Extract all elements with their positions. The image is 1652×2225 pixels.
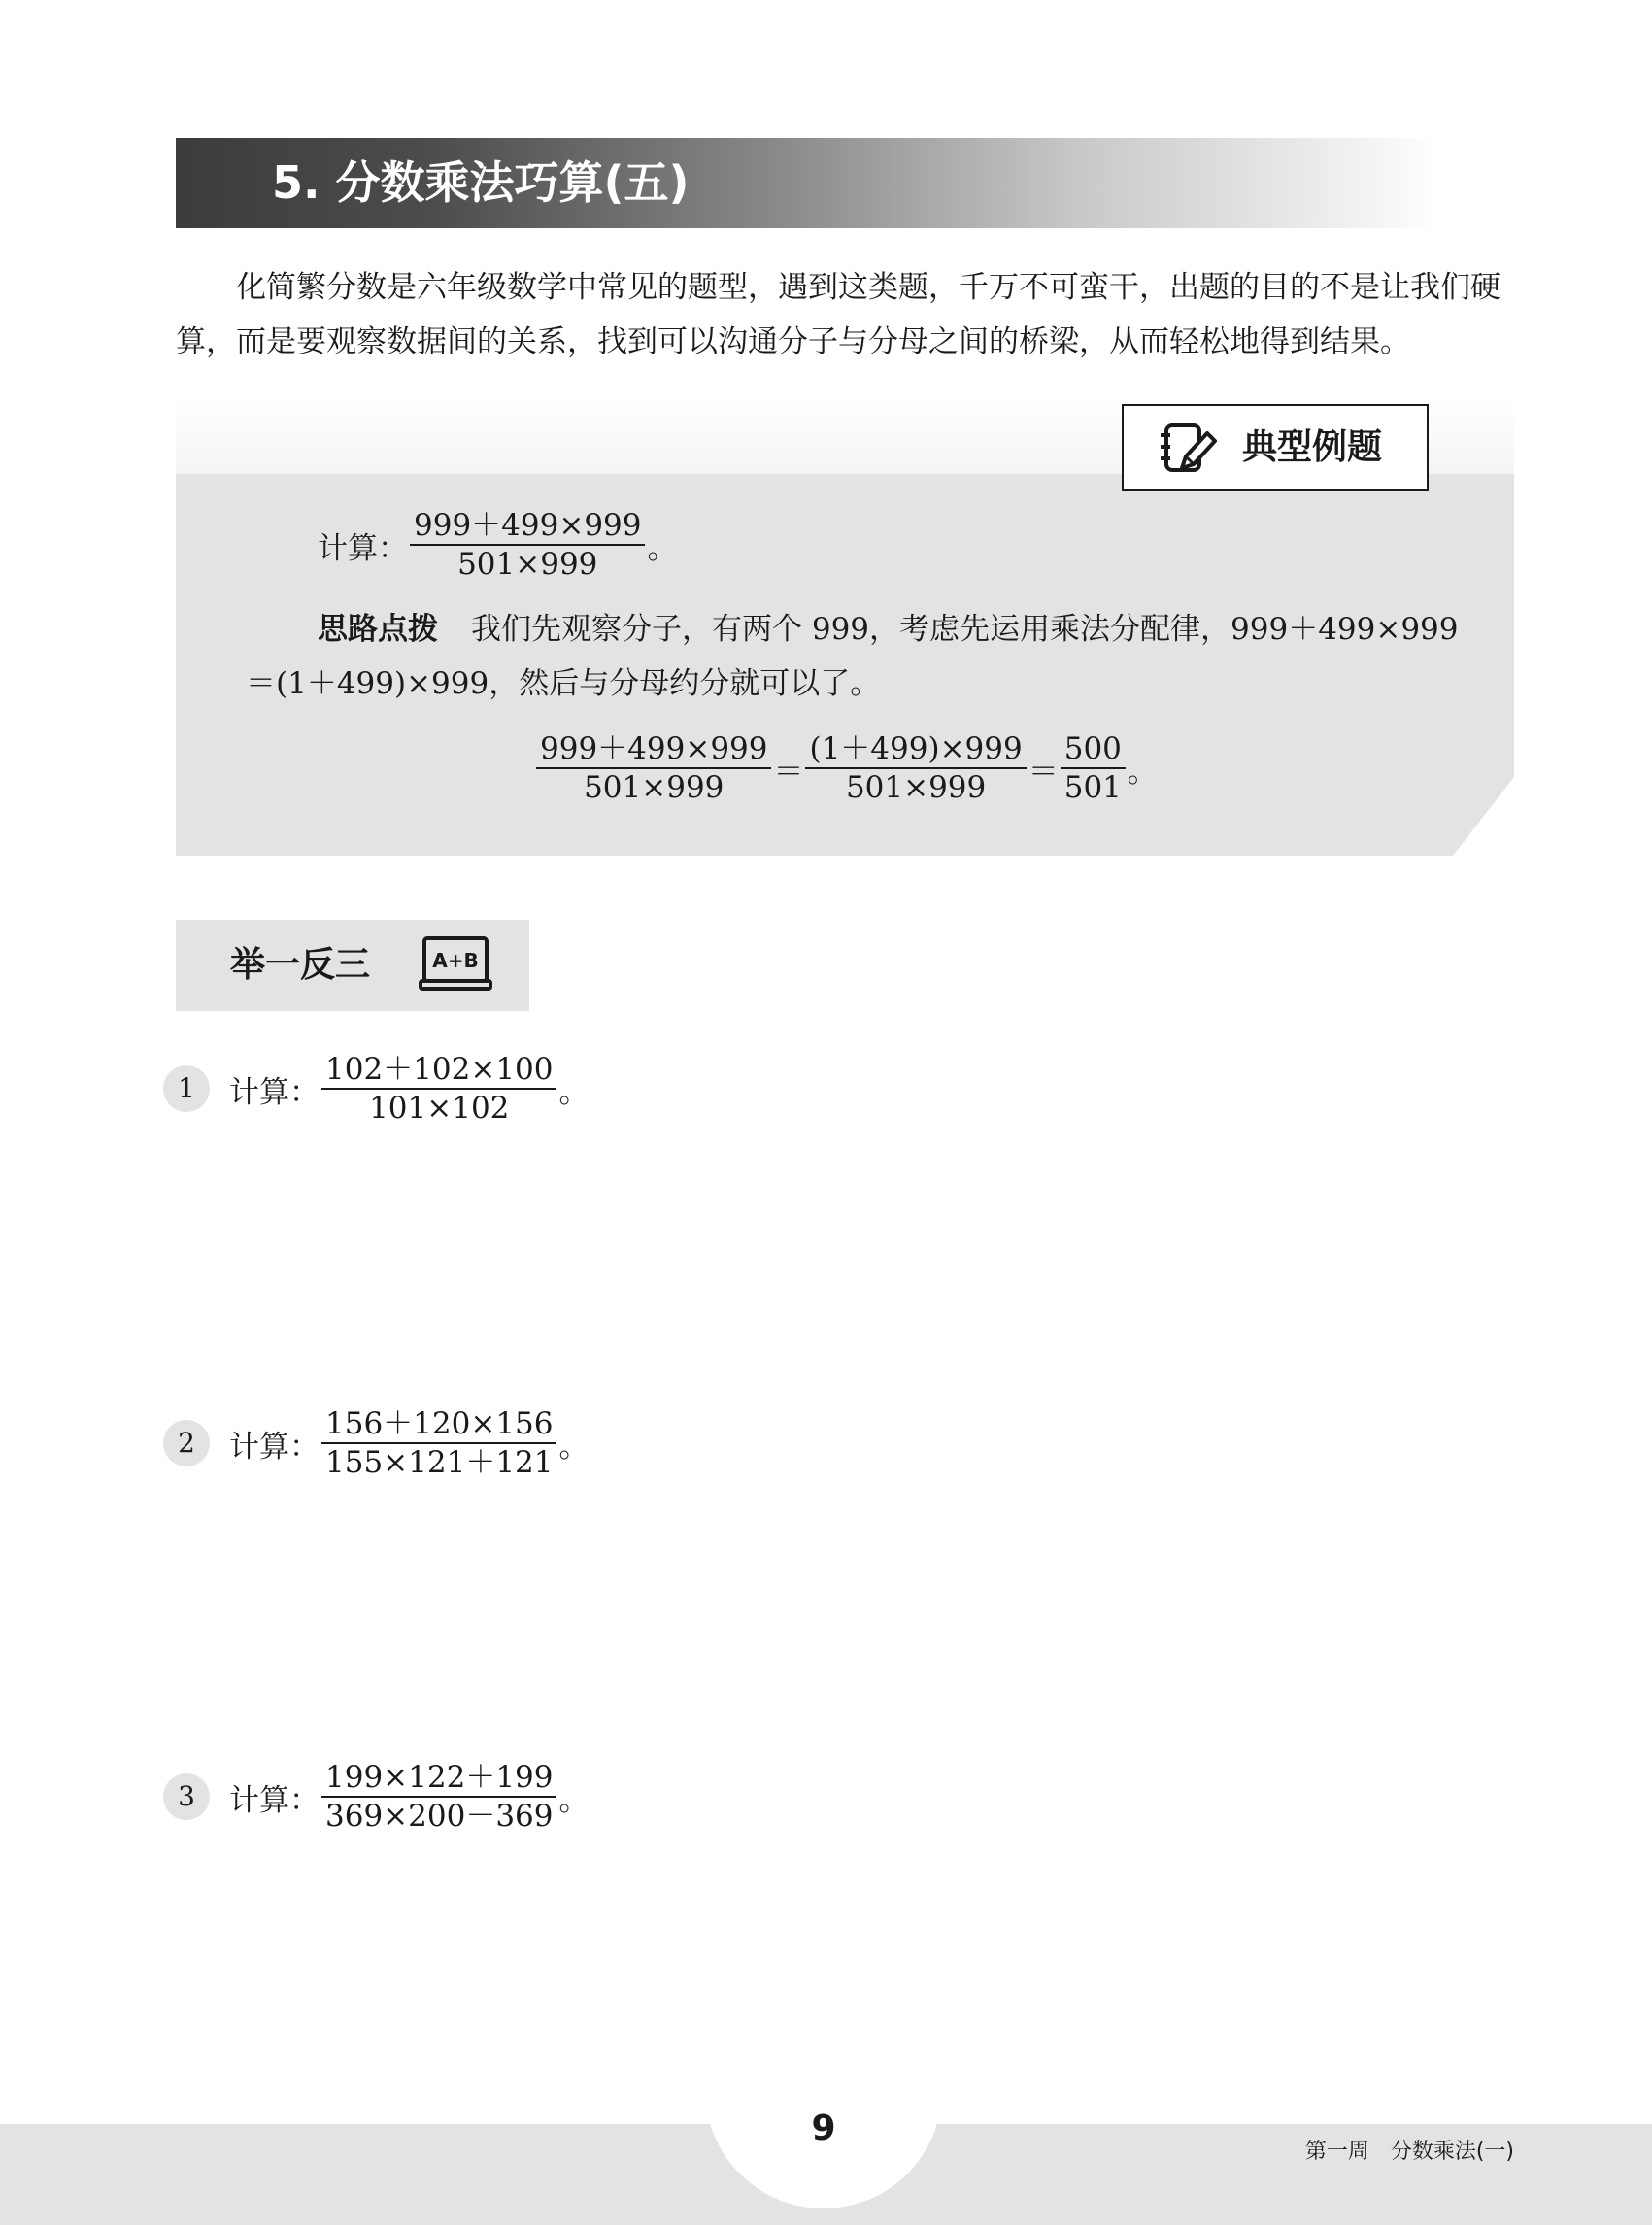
tip-line-1	[318, 598, 1459, 653]
fraction-denominator: 501×999	[457, 547, 598, 582]
question-number-badge: 3	[163, 1773, 210, 1820]
svg-text:A+B: A+B	[432, 949, 479, 972]
example-tag-label: 典型例题	[1242, 427, 1383, 467]
running-head: 第一周 分数乘法(一)	[1304, 2140, 1514, 2164]
practice-question-2	[163, 1405, 589, 1481]
question-end: 。	[558, 1429, 590, 1465]
example-problem	[318, 507, 677, 583]
fraction-numerator: (1＋499)×999	[805, 730, 1026, 769]
intro-paragraph: 化简繁分数是六年级数学中常见的题型，遇到这类题，千万不可蛮干，出题的目的不是让我们硬算，而是要观察数据间的关系，找到可以沟通分子与分母之间的桥梁，从而轻松地得到结果。	[176, 270, 1500, 359]
fraction-numerator: 999＋499×999	[536, 730, 771, 769]
footer-circle	[705, 1972, 942, 2208]
fraction-denominator: 155×121＋121	[325, 1445, 554, 1480]
equals-sign: ＝	[1028, 754, 1059, 790]
example-problem-label: 计算：	[318, 530, 408, 566]
example-problem-end: 。	[647, 530, 678, 566]
page-number: 9	[811, 2108, 836, 2148]
practice-tag-label: 举一反三	[230, 945, 371, 985]
blackboard-a-plus-b-icon	[419, 934, 492, 995]
question-fraction	[321, 1405, 556, 1481]
notebook-pencil-icon	[1159, 420, 1219, 480]
question-label: 计算：	[229, 1429, 320, 1465]
tip-label: 思路点拨	[318, 611, 438, 647]
question-fraction	[321, 1759, 556, 1835]
fraction-numerator: 500	[1061, 730, 1126, 769]
example-problem-fraction	[410, 507, 645, 583]
fraction-denominator: 501×999	[584, 770, 725, 805]
solution-end: 。	[1127, 754, 1158, 790]
example-solution	[534, 730, 1158, 806]
question-number-badge: 1	[163, 1065, 210, 1112]
solution-fraction-3	[1061, 730, 1126, 806]
question-label: 计算：	[229, 1074, 320, 1110]
fraction-numerator: 199×122＋199	[321, 1759, 556, 1798]
example-tag	[1122, 404, 1429, 491]
practice-tag	[176, 920, 529, 1011]
fraction-denominator: 501×999	[845, 770, 987, 805]
fraction-numerator: 102＋102×100	[321, 1051, 556, 1090]
fraction-denominator: 501	[1063, 770, 1122, 805]
tip-text-line-2: ＝(1＋499)×999，然后与分母约分就可以了。	[246, 665, 881, 701]
fraction-denominator: 101×102	[369, 1091, 510, 1126]
practice-question-3	[163, 1759, 589, 1835]
equals-sign: ＝	[773, 754, 804, 790]
question-number-badge: 2	[163, 1420, 210, 1466]
fraction-numerator: 999＋499×999	[410, 507, 645, 546]
question-end: 。	[558, 1782, 590, 1818]
question-label: 计算：	[229, 1782, 320, 1818]
tip-line-2	[246, 653, 880, 707]
question-end: 。	[558, 1074, 590, 1110]
fraction-denominator: 369×200－369	[325, 1799, 554, 1834]
section-title: 5. 分数乘法巧算(五)	[272, 156, 690, 209]
fraction-numerator: 156＋120×156	[321, 1405, 556, 1444]
question-fraction	[321, 1051, 556, 1127]
tip-text-line-1: 我们先观察分子，有两个 999，考虑先运用乘法分配律，999＋499×999	[471, 611, 1459, 647]
solution-fraction-1	[536, 730, 771, 806]
practice-question-1	[163, 1051, 589, 1127]
solution-fraction-2	[805, 730, 1026, 806]
